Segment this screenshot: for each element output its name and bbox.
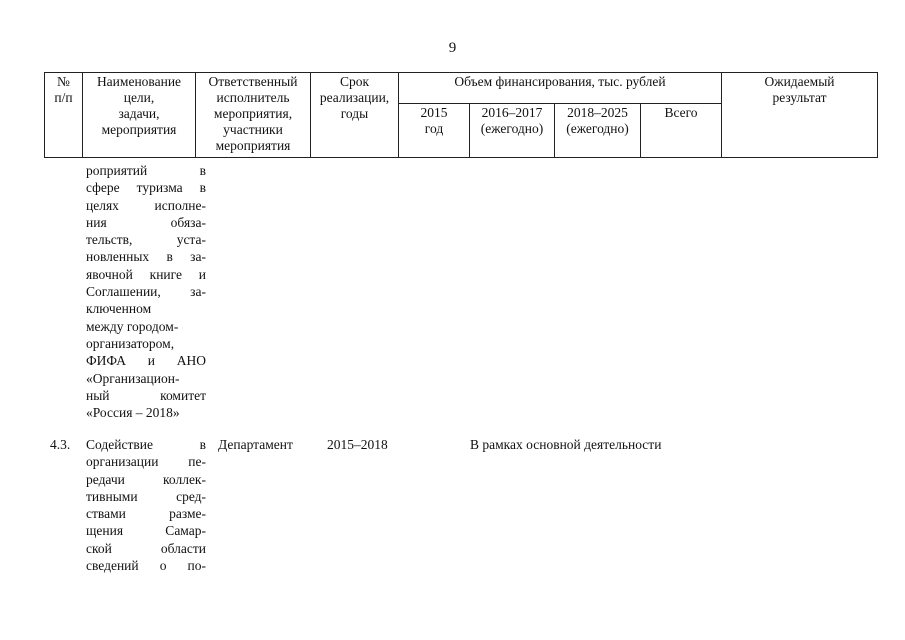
- header-result: Ожидаемый результат: [722, 73, 878, 158]
- header-num: № п/п: [45, 73, 83, 158]
- table-header: [44, 72, 878, 158]
- row-4-3-responsible: Департамент: [218, 437, 293, 452]
- page-number: 9: [448, 40, 457, 56]
- header-total: Всего: [641, 104, 722, 158]
- header-2015: 2015 год: [399, 104, 470, 158]
- header-responsible: Ответственный исполнитель мероприятия, участники мероприятия: [196, 73, 311, 158]
- continued-item-text: роприятий в сфере туризма в целях исполне- ния обяза- тельств, уста- новленных в за- явочной книге и Соглашении, за- ключенном между городом- организатором, ФИФА и АНО «Организацион- ный комитет «Россия – 2018»: [86, 163, 206, 421]
- row-4-3-number: 4.3.: [50, 437, 71, 452]
- row-4-3-term: 2015–2018: [327, 437, 388, 452]
- header-2018-2025: 2018–2025 (ежегодно): [555, 104, 641, 158]
- header-2016-2017: 2016–2017 (ежегодно): [470, 104, 555, 158]
- row-4-3-name: Содействие в организации пе- редачи коллек- тивными сред- ствами разме- щения Самар- ской области сведений о по-: [86, 437, 206, 574]
- header-name: Наименование цели, задачи, мероприятия: [83, 73, 196, 158]
- header-term: Срок реализации, годы: [311, 73, 399, 158]
- header-financing: Объем финансирования, тыс. рублей: [399, 73, 722, 104]
- row-4-3-financing: В рамках основной деятельности: [470, 437, 662, 452]
